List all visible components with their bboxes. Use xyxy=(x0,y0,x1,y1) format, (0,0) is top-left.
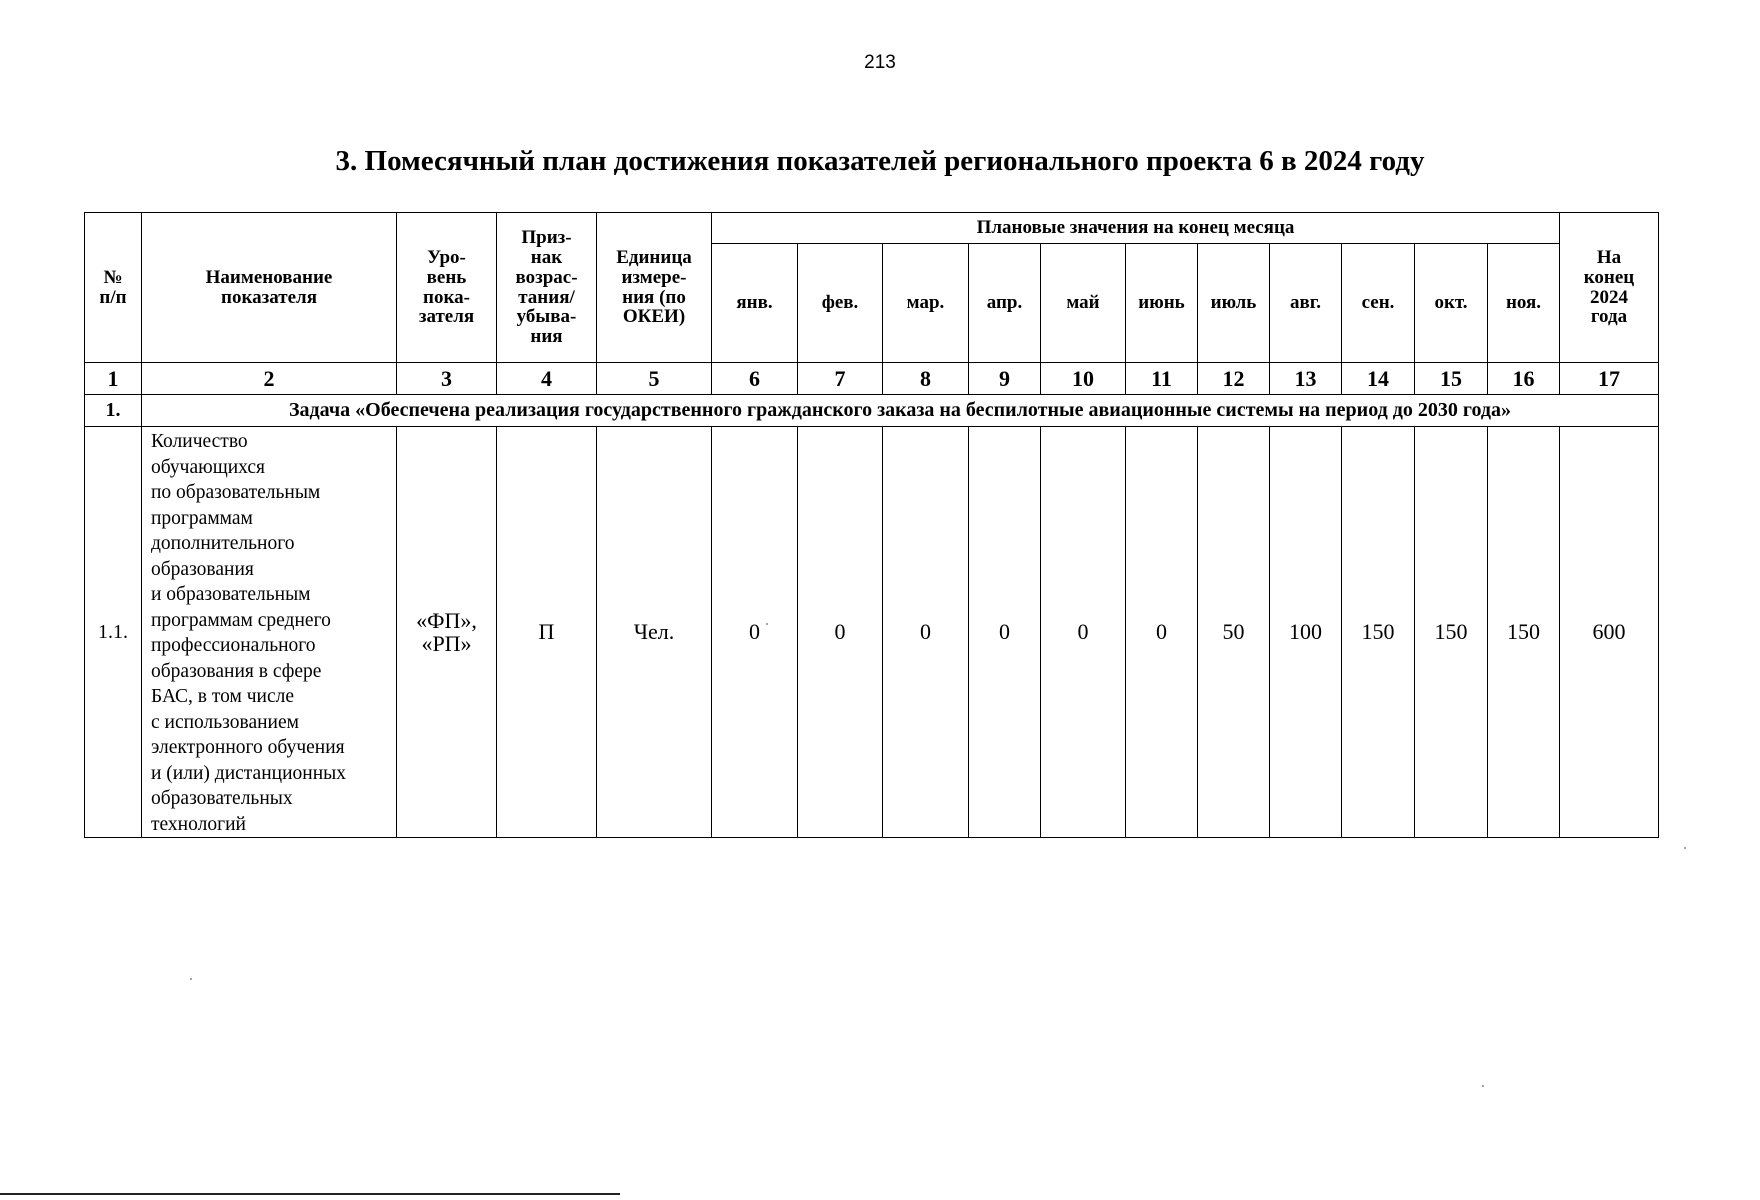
monthly-value: 150 xyxy=(1342,427,1415,838)
scan-speck xyxy=(190,978,192,980)
header-indicator-level: Уро- вень пока- зателя xyxy=(397,213,497,363)
column-number: 10 xyxy=(1041,363,1126,395)
header-month: сен. xyxy=(1342,244,1415,363)
bottom-scan-edge xyxy=(0,1193,620,1195)
growth-sign: П xyxy=(497,427,597,838)
column-number-row xyxy=(85,363,1659,395)
scan-speck xyxy=(1684,847,1686,849)
monthly-value: 0 xyxy=(798,427,883,838)
column-number: 13 xyxy=(1270,363,1342,395)
column-number: 14 xyxy=(1342,363,1415,395)
column-number: 8 xyxy=(883,363,969,395)
column-number: 5 xyxy=(597,363,712,395)
header-month: ноя. xyxy=(1488,244,1560,363)
header-indicator-name: Наименование показателя xyxy=(142,213,397,363)
monthly-plan-table xyxy=(84,212,1659,838)
header-month: июнь xyxy=(1126,244,1198,363)
column-number: 7 xyxy=(798,363,883,395)
task-row xyxy=(85,395,1659,427)
column-number: 1 xyxy=(85,363,142,395)
header-month: май xyxy=(1041,244,1126,363)
monthly-value: 0 xyxy=(1041,427,1126,838)
monthly-value: 0 xyxy=(883,427,969,838)
header-unit: Единица измере- ния (по ОКЕИ) xyxy=(597,213,712,363)
scan-speck xyxy=(1482,1085,1484,1087)
monthly-value: 150 xyxy=(1488,427,1560,838)
column-number: 15 xyxy=(1415,363,1488,395)
header-number: № п/п xyxy=(85,213,142,363)
column-number: 3 xyxy=(397,363,497,395)
column-number: 4 xyxy=(497,363,597,395)
header-month: янв. xyxy=(712,244,798,363)
header-month: фев. xyxy=(798,244,883,363)
monthly-value: 150 xyxy=(1415,427,1488,838)
task-number: 1. xyxy=(85,395,142,427)
column-number: 16 xyxy=(1488,363,1560,395)
monthly-value: 0 xyxy=(969,427,1041,838)
column-number: 9 xyxy=(969,363,1041,395)
monthly-value: 0 xyxy=(1126,427,1198,838)
header-month: окт. xyxy=(1415,244,1488,363)
header-planned-values: Плановые значения на конец месяца xyxy=(712,213,1560,244)
monthly-value: 0 xyxy=(712,427,798,838)
scan-speck xyxy=(766,623,768,625)
table-row xyxy=(85,427,1659,838)
column-number: 12 xyxy=(1198,363,1270,395)
column-number: 11 xyxy=(1126,363,1198,395)
column-number: 17 xyxy=(1560,363,1659,395)
task-text: Задача «Обеспечена реализация государственного гражданского заказа на беспилотные авиационные системы на период до 2030 года» xyxy=(142,395,1659,427)
unit-value: Чел. xyxy=(597,427,712,838)
column-number: 6 xyxy=(712,363,798,395)
indicator-name: Количество обучающихся по образовательным программам дополнительного образования и образовательным программам среднего профессионального образования в сфере БАС, в том числе с использованием электронного обучения и (или) дистанционных образовательных технологий xyxy=(142,427,397,838)
header-month: апр. xyxy=(969,244,1041,363)
indicator-level: «ФП», «РП» xyxy=(397,427,497,838)
row-number: 1.1. xyxy=(85,427,142,838)
header-year-end: На конец 2024 года xyxy=(1560,213,1659,363)
year-end-value: 600 xyxy=(1560,427,1659,838)
header-month: июль xyxy=(1198,244,1270,363)
monthly-value: 50 xyxy=(1198,427,1270,838)
header-month: мар. xyxy=(883,244,969,363)
header-month: авг. xyxy=(1270,244,1342,363)
monthly-value: 100 xyxy=(1270,427,1342,838)
header-growth-sign: Приз- нак возрас- тания/ убыва- ния xyxy=(497,213,597,363)
document-title: 3. Помесячный план достижения показателей регионального проекта 6 в 2024 году xyxy=(335,145,1425,177)
page-number: 213 xyxy=(864,52,896,73)
column-number: 2 xyxy=(142,363,397,395)
